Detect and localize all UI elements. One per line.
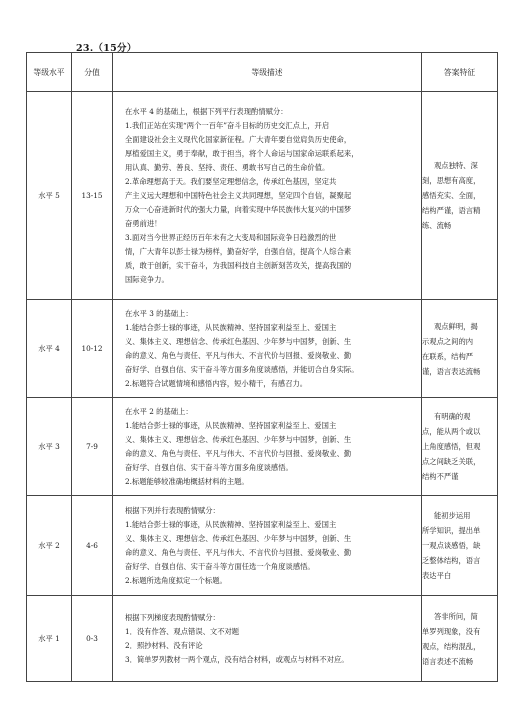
- description-cell: [113, 596, 422, 682]
- features-line: 上角度感悟，但观: [422, 442, 481, 451]
- description-line: 2.革命理想高于天。我们要坚定理想信念，传承红色基因，坚定共: [125, 176, 337, 186]
- description-line: 在水平 3 的基础上：: [125, 308, 193, 318]
- description-line: 情，广大青年以彭士禄为榜样，勤奋好学，自强自信，提高个人综合素: [125, 246, 352, 256]
- features-line: 结构不严谨: [422, 472, 459, 481]
- level-cell: 水平 3: [27, 398, 72, 496]
- features-line: 观点，结构混乱，: [422, 641, 481, 651]
- description-line: 厚植爱国主义，勇于奉献，敢于担当，将个人命运与国家命运联系起来，: [125, 148, 359, 158]
- features-line: 单罗列现象，没有: [422, 626, 481, 636]
- description-line: 义、集体主义、理想信念、传承红色基因、少年梦与中国梦，创新、生: [125, 533, 352, 543]
- features-line: 观点鲜明，揭: [434, 321, 478, 331]
- features-line: 观点独特、深: [434, 161, 478, 170]
- description-line: 奋好学、自强自信、实干奋斗等方面多角度谈感悟，并能切合自身实际。: [125, 364, 359, 374]
- description-line: 2．照抄材料、没有评论: [125, 640, 203, 650]
- features-cell: [422, 596, 498, 682]
- features-line: 点之间缺乏关联，: [422, 457, 481, 466]
- description-line: 产主义远大理想和中国特色社会主义共同理想，坚定四个自信，凝聚起: [125, 190, 352, 200]
- features-line: 答非所问，简: [434, 611, 478, 621]
- features-line: 感悟充实、全面，: [422, 191, 481, 200]
- score-cell: 10-12: [72, 300, 113, 398]
- table-row: [27, 398, 498, 496]
- description-line: 质，敢于创新，实干奋斗，为我国科技自主创新刻苦攻关，提高我国的: [125, 260, 352, 270]
- description-cell: [113, 300, 422, 398]
- features-line: 一观点谈感悟，缺: [422, 541, 481, 550]
- features-cell: [422, 496, 498, 596]
- score-cell: 0-3: [72, 596, 113, 682]
- features-line: 练、流畅: [422, 221, 452, 230]
- description-line: 根据下列并行表现酌情赋分：: [125, 505, 220, 515]
- description-line: 奋勇前进！: [125, 218, 162, 228]
- description-line: 命的意义、角色与责任、平凡与伟大、不言代价与回报、爱岗敬业、勤: [125, 448, 352, 458]
- description-line: 3.面对当今世界正经历百年未有之大变局和国际竞争日趋激烈的世: [125, 232, 337, 242]
- level-cell: 水平 5: [27, 92, 72, 300]
- features-line: 谨，语言表达流畅: [422, 366, 481, 376]
- features-line: 所学知识，提出单: [422, 526, 481, 535]
- description-line: 奋好学、自强自信、实干奋斗等方面多角度谈感悟。: [125, 462, 293, 472]
- table-row: [27, 300, 498, 398]
- description-line: 用认真、勤劳、善良、坚持、责任、勇敢书写自己的生命价值。: [125, 162, 330, 172]
- description-line: 命的意义、角色与责任、平凡与伟大、不言代价与回报、爱岗敬业、勤: [125, 547, 352, 557]
- score-cell: 13-15: [72, 92, 113, 300]
- description-line: 1.能结合彭士禄的事迹，从民族精神、坚持国家利益至上、爱国主: [125, 519, 337, 529]
- description-line: 义、集体主义、理想信念、传承红色基因、少年梦与中国梦，创新、生: [125, 434, 352, 444]
- table-row: [27, 596, 498, 682]
- description-line: 2.标题符合试题情境和感悟内容，短小精干，有感召力。: [125, 378, 308, 388]
- description-line: 1.我们正站在实现“两个一百年”奋斗目标的历史交汇点上，开启: [125, 120, 330, 130]
- description-line: 在水平 4 的基础上，根据下列平行表现酌情赋分：: [125, 106, 288, 116]
- description-line: 根据下列梯度表现酌情赋分：: [125, 612, 220, 622]
- question-title: 23.（15分）: [76, 43, 137, 54]
- description-line: 命的意义、角色与责任、平凡与伟大、不言代价与回报、爱岗敬业、勤: [125, 350, 352, 360]
- table-row: [27, 496, 498, 596]
- table-row: [27, 92, 498, 300]
- description-line: 1．没有作答、观点错误、文不对题: [125, 626, 240, 636]
- features-line: 点，能从两个或以: [422, 427, 481, 436]
- description-line: 义、集体主义、理想信念、传承红色基因、少年梦与中国梦，创新、生: [125, 336, 352, 346]
- score-cell: 7-9: [72, 398, 113, 496]
- description-line: 全面建设社会主义现代化国家新征程。广大青年要自觉肩负历史使命，: [125, 134, 352, 144]
- features-line: 能初步运用: [434, 511, 471, 520]
- header-score: 分值: [72, 53, 113, 92]
- description-line: 国际竞争力。: [125, 274, 169, 284]
- description-cell: [113, 92, 422, 300]
- level-cell: 水平 1: [27, 596, 72, 682]
- features-line: 语言表述不流畅: [422, 656, 474, 666]
- score-cell: 4-6: [72, 496, 113, 596]
- features-line: 刻，思想有高度，: [422, 176, 481, 185]
- description-line: 1.能结合彭士禄的事迹，从民族精神、坚持国家利益至上、爱国主: [125, 420, 337, 430]
- table-header-row: [27, 53, 498, 92]
- description-line: 在水平 2 的基础上：: [125, 406, 193, 416]
- description-line: 万众一心奋进新时代的强大力量，向着实现中华民族伟大复兴的中国梦: [125, 204, 352, 214]
- header-level: 等级水平: [27, 53, 72, 92]
- description-line: 2.标题所选角度拟定一个标题。: [125, 575, 227, 585]
- features-line: 有明确的观: [434, 412, 471, 421]
- description-cell: [113, 398, 422, 496]
- description-line: 奋好学、自强自信、实干奋斗等方面任选一个角度谈感悟。: [125, 561, 315, 571]
- features-cell: [422, 398, 498, 496]
- description-line: 2.标题能够较准确地概括材料的主题。: [125, 476, 249, 486]
- header-description: 等级描述: [113, 53, 422, 92]
- description-line: 3．简单罗列教材一两个观点，没有结合材料，或观点与材料不对应。: [125, 654, 349, 664]
- features-cell: [422, 92, 498, 300]
- features-line: 乏整体结构，语言: [422, 556, 481, 565]
- features-line: 结构严谨，语言精: [422, 206, 481, 215]
- level-cell: 水平 2: [27, 496, 72, 596]
- features-line: 表达平白: [422, 571, 452, 580]
- header-features: 答案特征: [422, 53, 498, 92]
- features-line: 在联系，结构严: [422, 351, 474, 361]
- description-cell: [113, 496, 422, 596]
- features-line: 示观点之间的内: [422, 336, 474, 346]
- features-cell: [422, 300, 498, 398]
- description-line: 1.能结合彭士禄的事迹，从民族精神、坚持国家利益至上、爱国主: [125, 322, 337, 332]
- level-cell: 水平 4: [27, 300, 72, 398]
- grading-rubric-table: [26, 52, 498, 682]
